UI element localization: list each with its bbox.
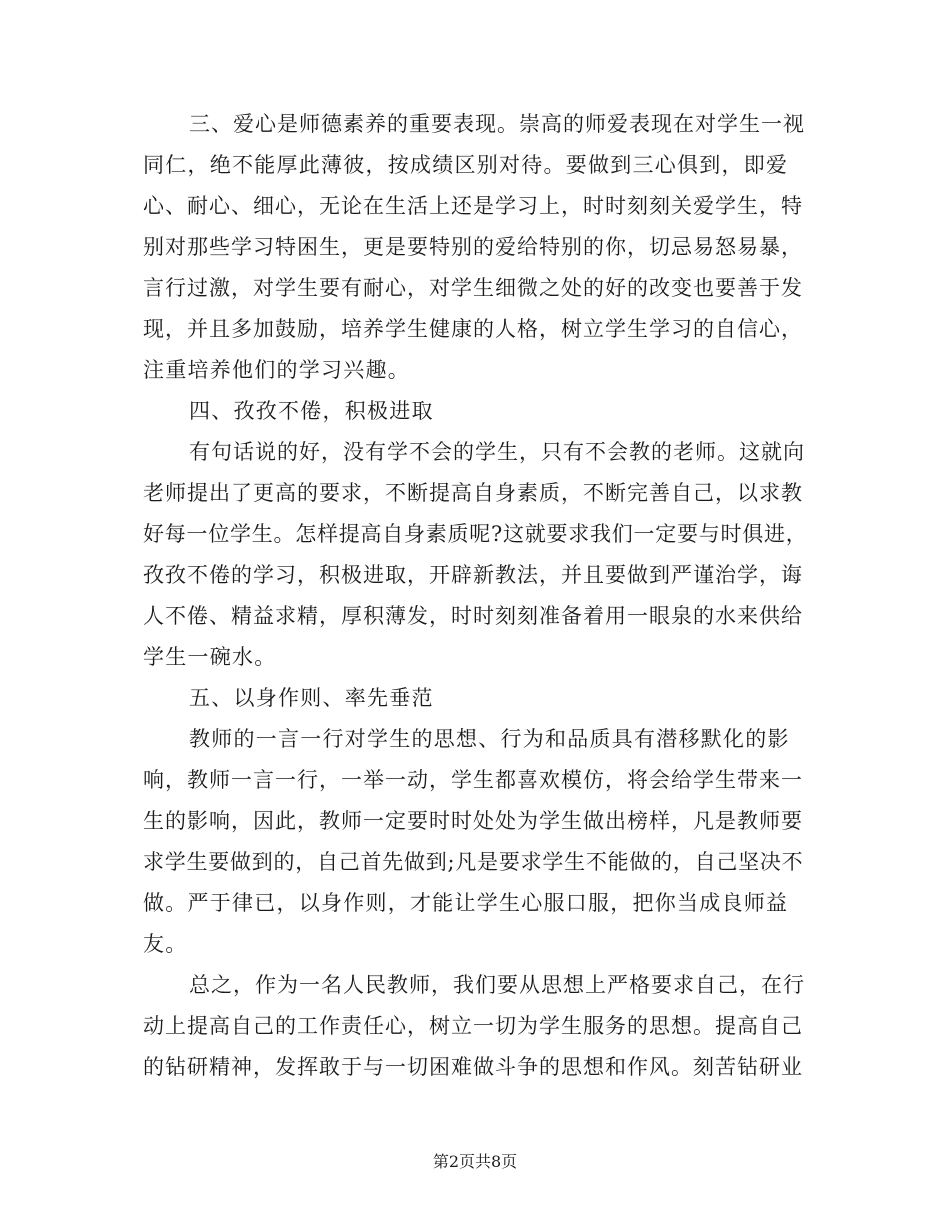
- paragraph-line: 好每一位学生。怎样提高自身素质呢?这就要求我们一定要与时俱进，: [143, 522, 808, 546]
- paragraph-line: 三、爱心是师德素养的重要表现。崇高的师爱表现在对学生一视: [189, 112, 805, 136]
- paragraph-line: 教师的一言一行对学生的思想、行为和品质具有潜移默化的影: [189, 727, 790, 751]
- paragraph-line: 老师提出了更高的要求，不断提高自身素质，不断完善自己，以求教: [143, 481, 803, 505]
- paragraph-line: 孜孜不倦的学习，积极进取，开辟新教法，并且要做到严谨治学，诲: [143, 563, 803, 587]
- paragraph-line: 心、耐心、细心，无论在生活上还是学习上，时时刻刻关爱学生，特: [143, 194, 803, 218]
- paragraph-line: 的钻研精神，发挥敢于与一切困难做斗争的思想和作风。刻苦钻研业: [143, 1055, 803, 1079]
- paragraph-line: 求学生要做到的，自己首先做到;凡是要求学生不能做的，自己坚决不: [143, 850, 804, 874]
- paragraph-line: 言行过激，对学生要有耐心，对学生细微之处的好的改变也要善于发: [143, 276, 803, 300]
- paragraph-line: 同仁，绝不能厚此薄彼，按成绩区别对待。要做到三心俱到，即爱: [143, 153, 789, 177]
- page-number-footer: 第2页共8页: [432, 1152, 518, 1171]
- paragraph-line: 注重培养他们的学习兴趣。: [143, 358, 410, 382]
- paragraph-line: 别对那些学习特困生，更是要特别的爱给特别的你，切忌易怒易暴，: [143, 235, 803, 259]
- paragraph-line: 人不倦、精益求精，厚积薄发，时时刻刻准备着用一眼泉的水来供给: [143, 604, 803, 628]
- section-heading: 四、孜孜不倦，积极进取: [189, 399, 434, 423]
- paragraph-line: 学生一碗水。: [143, 645, 277, 669]
- paragraph-line: 动上提高自己的工作责任心，树立一切为学生服务的思想。提高自己: [143, 1014, 803, 1038]
- paragraph-line: 响，教师一言一行，一举一动，学生都喜欢模仿，将会给学生带来一: [143, 768, 803, 792]
- paragraph-line: 做。严于律已，以身作则，才能让学生心服口服，把你当成良师益: [143, 891, 789, 915]
- paragraph-line: 总之，作为一名人民教师，我们要从思想上严格要求自己，在行: [189, 973, 805, 997]
- paragraph-line: 生的影响，因此，教师一定要时时处处为学生做出榜样，凡是教师要: [143, 809, 803, 833]
- paragraph-line: 友。: [143, 932, 188, 956]
- paragraph-line: 有句话说的好，没有学不会的学生，只有不会教的老师。这就向: [189, 440, 805, 464]
- paragraph-line: 现，并且多加鼓励，培养学生健康的人格，树立学生学习的自信心，: [143, 317, 803, 341]
- section-heading: 五、以身作则、率先垂范: [189, 686, 434, 710]
